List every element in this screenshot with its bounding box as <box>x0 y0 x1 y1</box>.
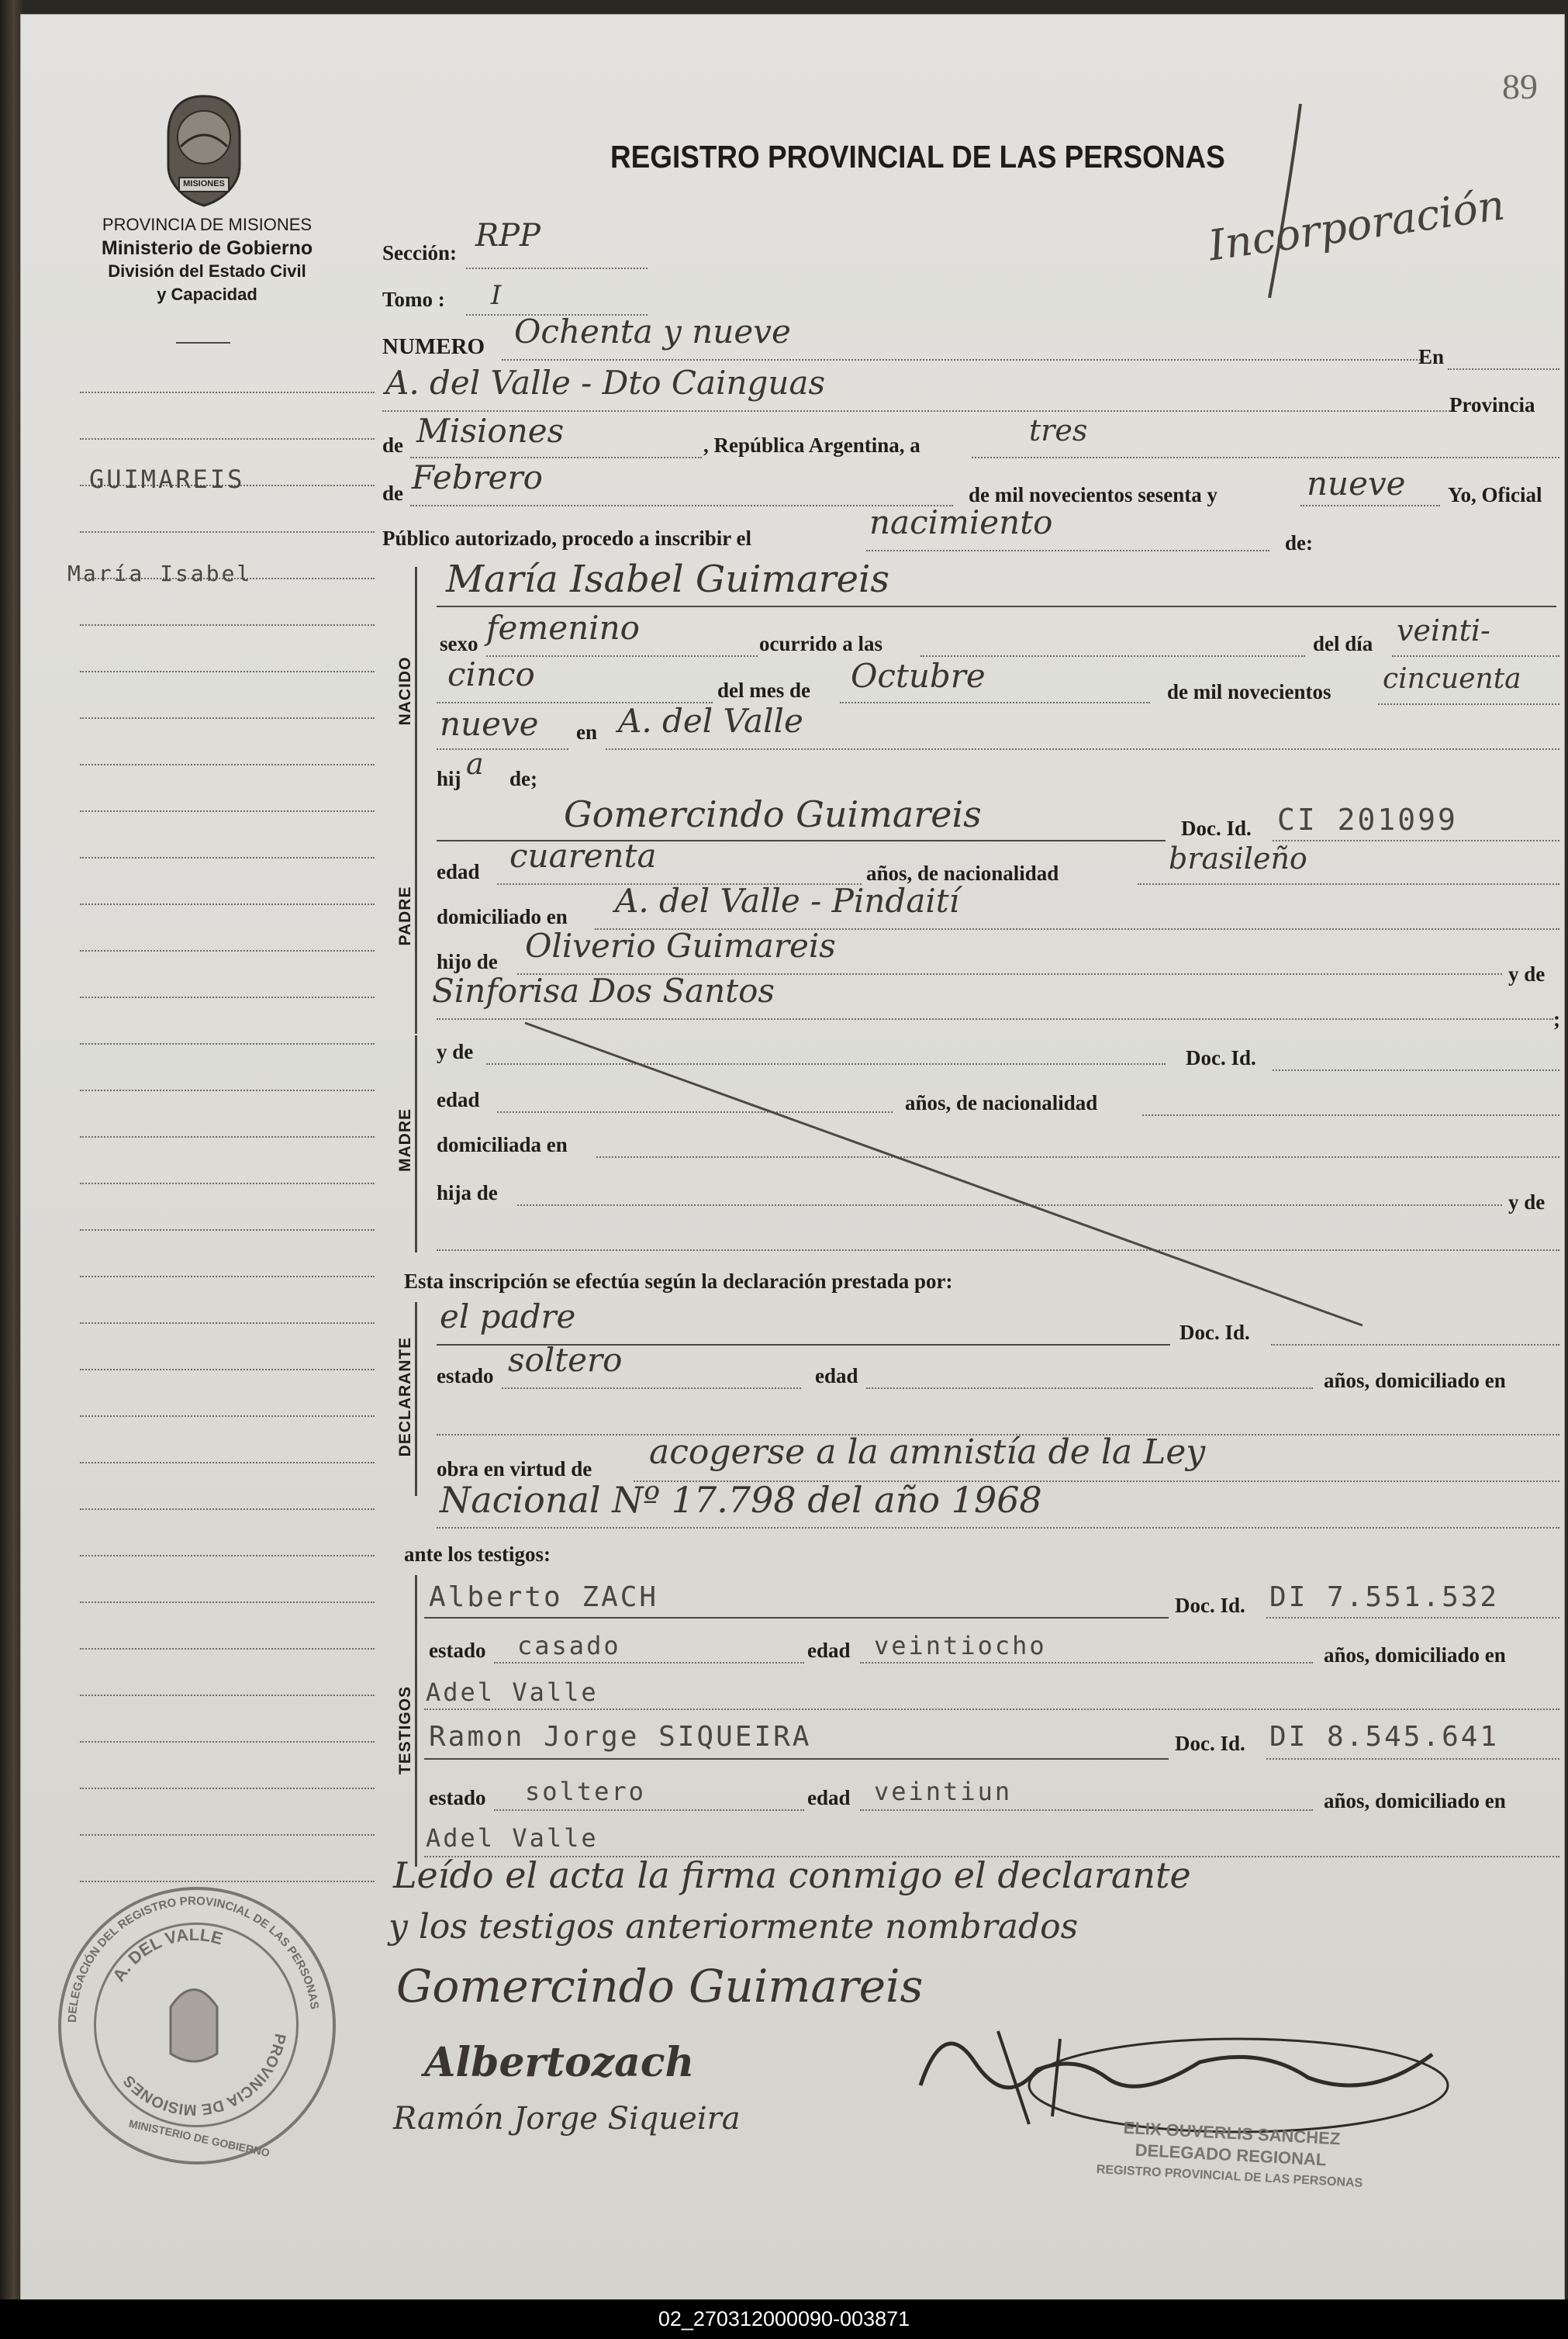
testigo2-estado-label: estado <box>429 1786 486 1809</box>
lugar-en-label: en <box>576 720 597 744</box>
testigo1-edad-value: veintiocho <box>874 1631 1047 1660</box>
tomo-label: Tomo : <box>382 288 445 311</box>
testigo2-domicilio-label: años, domiciliado en <box>1324 1789 1506 1812</box>
testigos-intro: ante los testigos: <box>404 1543 551 1566</box>
testigo2-edad-value: veintiun <box>874 1777 1013 1806</box>
madre-bracket <box>415 1035 417 1252</box>
anio-value: nueve <box>1307 465 1406 503</box>
testigo1-domicilio-value: Adel Valle <box>426 1677 599 1707</box>
footer-code: 02_270312000090-003871 <box>0 2299 1568 2339</box>
lugar-nacimiento: A. del Valle <box>618 702 803 740</box>
witness2-signature: Ramón Jorge Siqueira <box>393 2101 741 2137</box>
office-line-capacity: y Capacidad <box>157 285 257 304</box>
obra-value-1: acogerse a la amnistía de la Ley <box>649 1432 1206 1472</box>
declarante-name: el padre <box>440 1297 576 1335</box>
page-title: REGISTRO PROVINCIAL DE LAS PERSONAS <box>610 139 1225 174</box>
mes-value: Febrero <box>412 458 543 496</box>
testigo2-doc-label: Doc. Id. <box>1175 1732 1245 1755</box>
sexo-value: femenino <box>486 609 640 647</box>
official-stamp-title: DELEGADO REGIONAL <box>1135 2140 1327 2170</box>
testigo1-estado-value: casado <box>517 1631 621 1660</box>
testigo2-doc-value: DI 8.545.641 <box>1269 1721 1500 1753</box>
provincial-crest-icon <box>164 92 244 209</box>
declarante-estado-value: soltero <box>508 1341 623 1379</box>
numero-label: NUMERO <box>382 334 485 359</box>
testigo2-estado-value: soltero <box>525 1777 646 1806</box>
de-colon-label: de: <box>1285 531 1313 555</box>
madre-nacionalidad-label: años, de nacionalidad <box>905 1091 1098 1114</box>
sexo-label: sexo <box>440 632 478 655</box>
father-signature: Gomercindo Guimareis <box>396 1960 924 2013</box>
testigos-section-label: TESTIGOS <box>396 1685 414 1775</box>
office-block <box>67 213 347 306</box>
republica-label: , República Argentina, a <box>703 434 920 457</box>
seal-inner-bottom: PROVINCIA DE MISIONES <box>120 2032 289 2119</box>
testigos-bracket <box>415 1575 417 1867</box>
testigo2-domicilio-value: Adel Valle <box>426 1823 599 1853</box>
declarante-section-label: DECLARANTE <box>396 1336 414 1457</box>
dia-value-1: veinti- <box>1397 613 1490 648</box>
madre-doc-label: Doc. Id. <box>1186 1046 1256 1069</box>
padre-madre-value: Sinforisa Dos Santos <box>432 972 775 1010</box>
oficial-label: Yo, Oficial <box>1448 483 1542 506</box>
nacido-section-label: NACIDO <box>396 656 414 726</box>
nacido-name: María Isabel Guimareis <box>446 558 889 601</box>
padre-hijo-label: hijo de <box>437 950 498 973</box>
de-label-2: de <box>382 482 403 505</box>
official-stamp-name: ELIX OUVERLIS SANCHEZ <box>1123 2117 1341 2149</box>
padre-edad-label: edad <box>437 860 480 883</box>
tomo-value: I <box>491 280 502 311</box>
closing-line-1: Leído el acta la firma conmigo el declarante <box>393 1854 1191 1896</box>
declarante-edad-label: edad <box>815 1364 858 1387</box>
testigo2-edad-label: edad <box>807 1786 851 1809</box>
dia-label: del día <box>1313 632 1373 655</box>
anio-value-1: cincuenta <box>1383 663 1521 695</box>
hijo-label: hij <box>437 767 461 790</box>
crest-label: MISIONES <box>183 179 225 188</box>
madre-hija-label: hija de <box>437 1181 498 1204</box>
obra-value-2: Nacional Nº 17.798 del año 1968 <box>440 1479 1042 1521</box>
dia-value: tres <box>1029 413 1088 447</box>
madre-section-label: MADRE <box>396 1108 414 1172</box>
madre-domicilio-label: domiciliada en <box>437 1133 568 1156</box>
seal-outer-text: DELEGACIÓN DEL REGISTRO PROVINCIAL DE LAS PERSONAS <box>65 1894 322 2023</box>
padre-domicilio-label: domiciliado en <box>437 905 568 928</box>
testigo1-edad-label: edad <box>807 1639 851 1662</box>
office-line-division: División del Estado Civil <box>108 261 306 281</box>
anio-label: de mil novecientos sesenta y <box>969 483 1217 506</box>
dia-value-2: cinco <box>447 655 535 693</box>
madre-y-de-2: y de <box>1508 1190 1546 1214</box>
padre-semicolon: ; <box>1553 1007 1560 1031</box>
publico-label: Público autorizado, procedo a inscribir el <box>382 527 751 550</box>
declarante-bracket <box>415 1302 417 1496</box>
anio-value-2: nueve <box>440 705 539 743</box>
seal-inner-top: A. DEL VALLE <box>109 1924 225 1985</box>
seccion-value: RPP <box>475 218 541 254</box>
obra-label: obra en virtud de <box>437 1457 592 1480</box>
madre-edad-label: edad <box>437 1088 480 1111</box>
padre-name: Gomercindo Guimareis <box>564 793 982 835</box>
provincia-label: Provincia <box>1449 393 1535 416</box>
lugar-value: A. del Valle - Dto Cainguas <box>385 364 826 402</box>
madre-y-de: y de <box>437 1040 474 1063</box>
declarante-domicilio-label: años, domiciliado en <box>1324 1369 1506 1392</box>
padre-doc-value: CI 201099 <box>1277 803 1458 837</box>
padre-y-de: y de <box>1508 962 1546 986</box>
office-line-ministry: Ministerio de Gobierno <box>101 237 313 259</box>
official-stamp-office: REGISTRO PROVINCIAL DE LAS PERSONAS <box>1096 2162 1363 2190</box>
testigo2-name: Ramon Jorge SIQUEIRA <box>429 1721 812 1753</box>
testigo1-domicilio-label: años, domiciliado en <box>1324 1643 1506 1667</box>
registrar-signature: Incorporación <box>1205 180 1508 271</box>
padre-doc-label: Doc. Id. <box>1181 817 1252 840</box>
padre-domicilio-value: A. del Valle - Pindaití <box>615 882 960 920</box>
testigo1-estado-label: estado <box>429 1639 486 1662</box>
padre-section-label: PADRE <box>396 886 414 946</box>
hora-label: ocurrido a las <box>759 632 882 655</box>
svg-text:A. DEL VALLE <box>109 1925 225 1985</box>
seccion-label: Sección: <box>382 241 457 264</box>
nacido-bracket <box>415 567 417 818</box>
numero-value: Ochenta y nueve <box>514 313 791 351</box>
anio-label-birth: de mil novecientos <box>1167 680 1331 703</box>
provincia-value: Misiones <box>416 412 565 450</box>
de-label: de <box>382 434 403 457</box>
page-number: 89 <box>1502 67 1538 106</box>
en-label: En <box>1418 345 1445 368</box>
mes-label: del mes de <box>717 679 810 702</box>
seal-text-icon <box>58 1887 330 2158</box>
seal-footer: MINISTERIO DE GOBIERNO <box>127 2116 271 2160</box>
declarante-estado-label: estado <box>437 1364 494 1387</box>
acto-value: nacimiento <box>869 503 1053 541</box>
official-signature-icon <box>874 1969 1463 2140</box>
padre-nacionalidad-label: años, de nacionalidad <box>866 862 1059 885</box>
padre-hijo-value: Oliverio Guimareis <box>525 927 836 965</box>
office-divider <box>176 342 230 344</box>
padre-edad-value: cuarenta <box>509 837 657 875</box>
testigo1-name: Alberto ZACH <box>429 1581 659 1613</box>
signature-stroke-icon <box>1254 100 1316 302</box>
margin-surname: GUIMAREIS <box>89 465 245 494</box>
hijo-de-label: de; <box>509 767 537 790</box>
declarante-doc-label: Doc. Id. <box>1179 1321 1250 1344</box>
register-page <box>20 14 1565 2300</box>
witness1-signature: Albertozach <box>424 2039 695 2086</box>
padre-nacionalidad-value: brasileño <box>1169 841 1307 876</box>
testigo1-doc-value: DI 7.551.532 <box>1269 1581 1500 1613</box>
hijo-suffix: a <box>466 747 484 781</box>
mes-value-birth: Octubre <box>851 657 986 695</box>
closing-line-2: y los testigos anteriormente nombrados <box>389 1907 1079 1947</box>
padre-bracket <box>415 817 417 1034</box>
office-line-province: PROVINCIA DE MISIONES <box>102 215 313 234</box>
margin-given-names: María Isabel <box>67 561 253 586</box>
testigo1-doc-label: Doc. Id. <box>1175 1594 1245 1617</box>
declarante-intro: Esta inscripción se efectúa según la declaración prestada por: <box>404 1270 953 1293</box>
